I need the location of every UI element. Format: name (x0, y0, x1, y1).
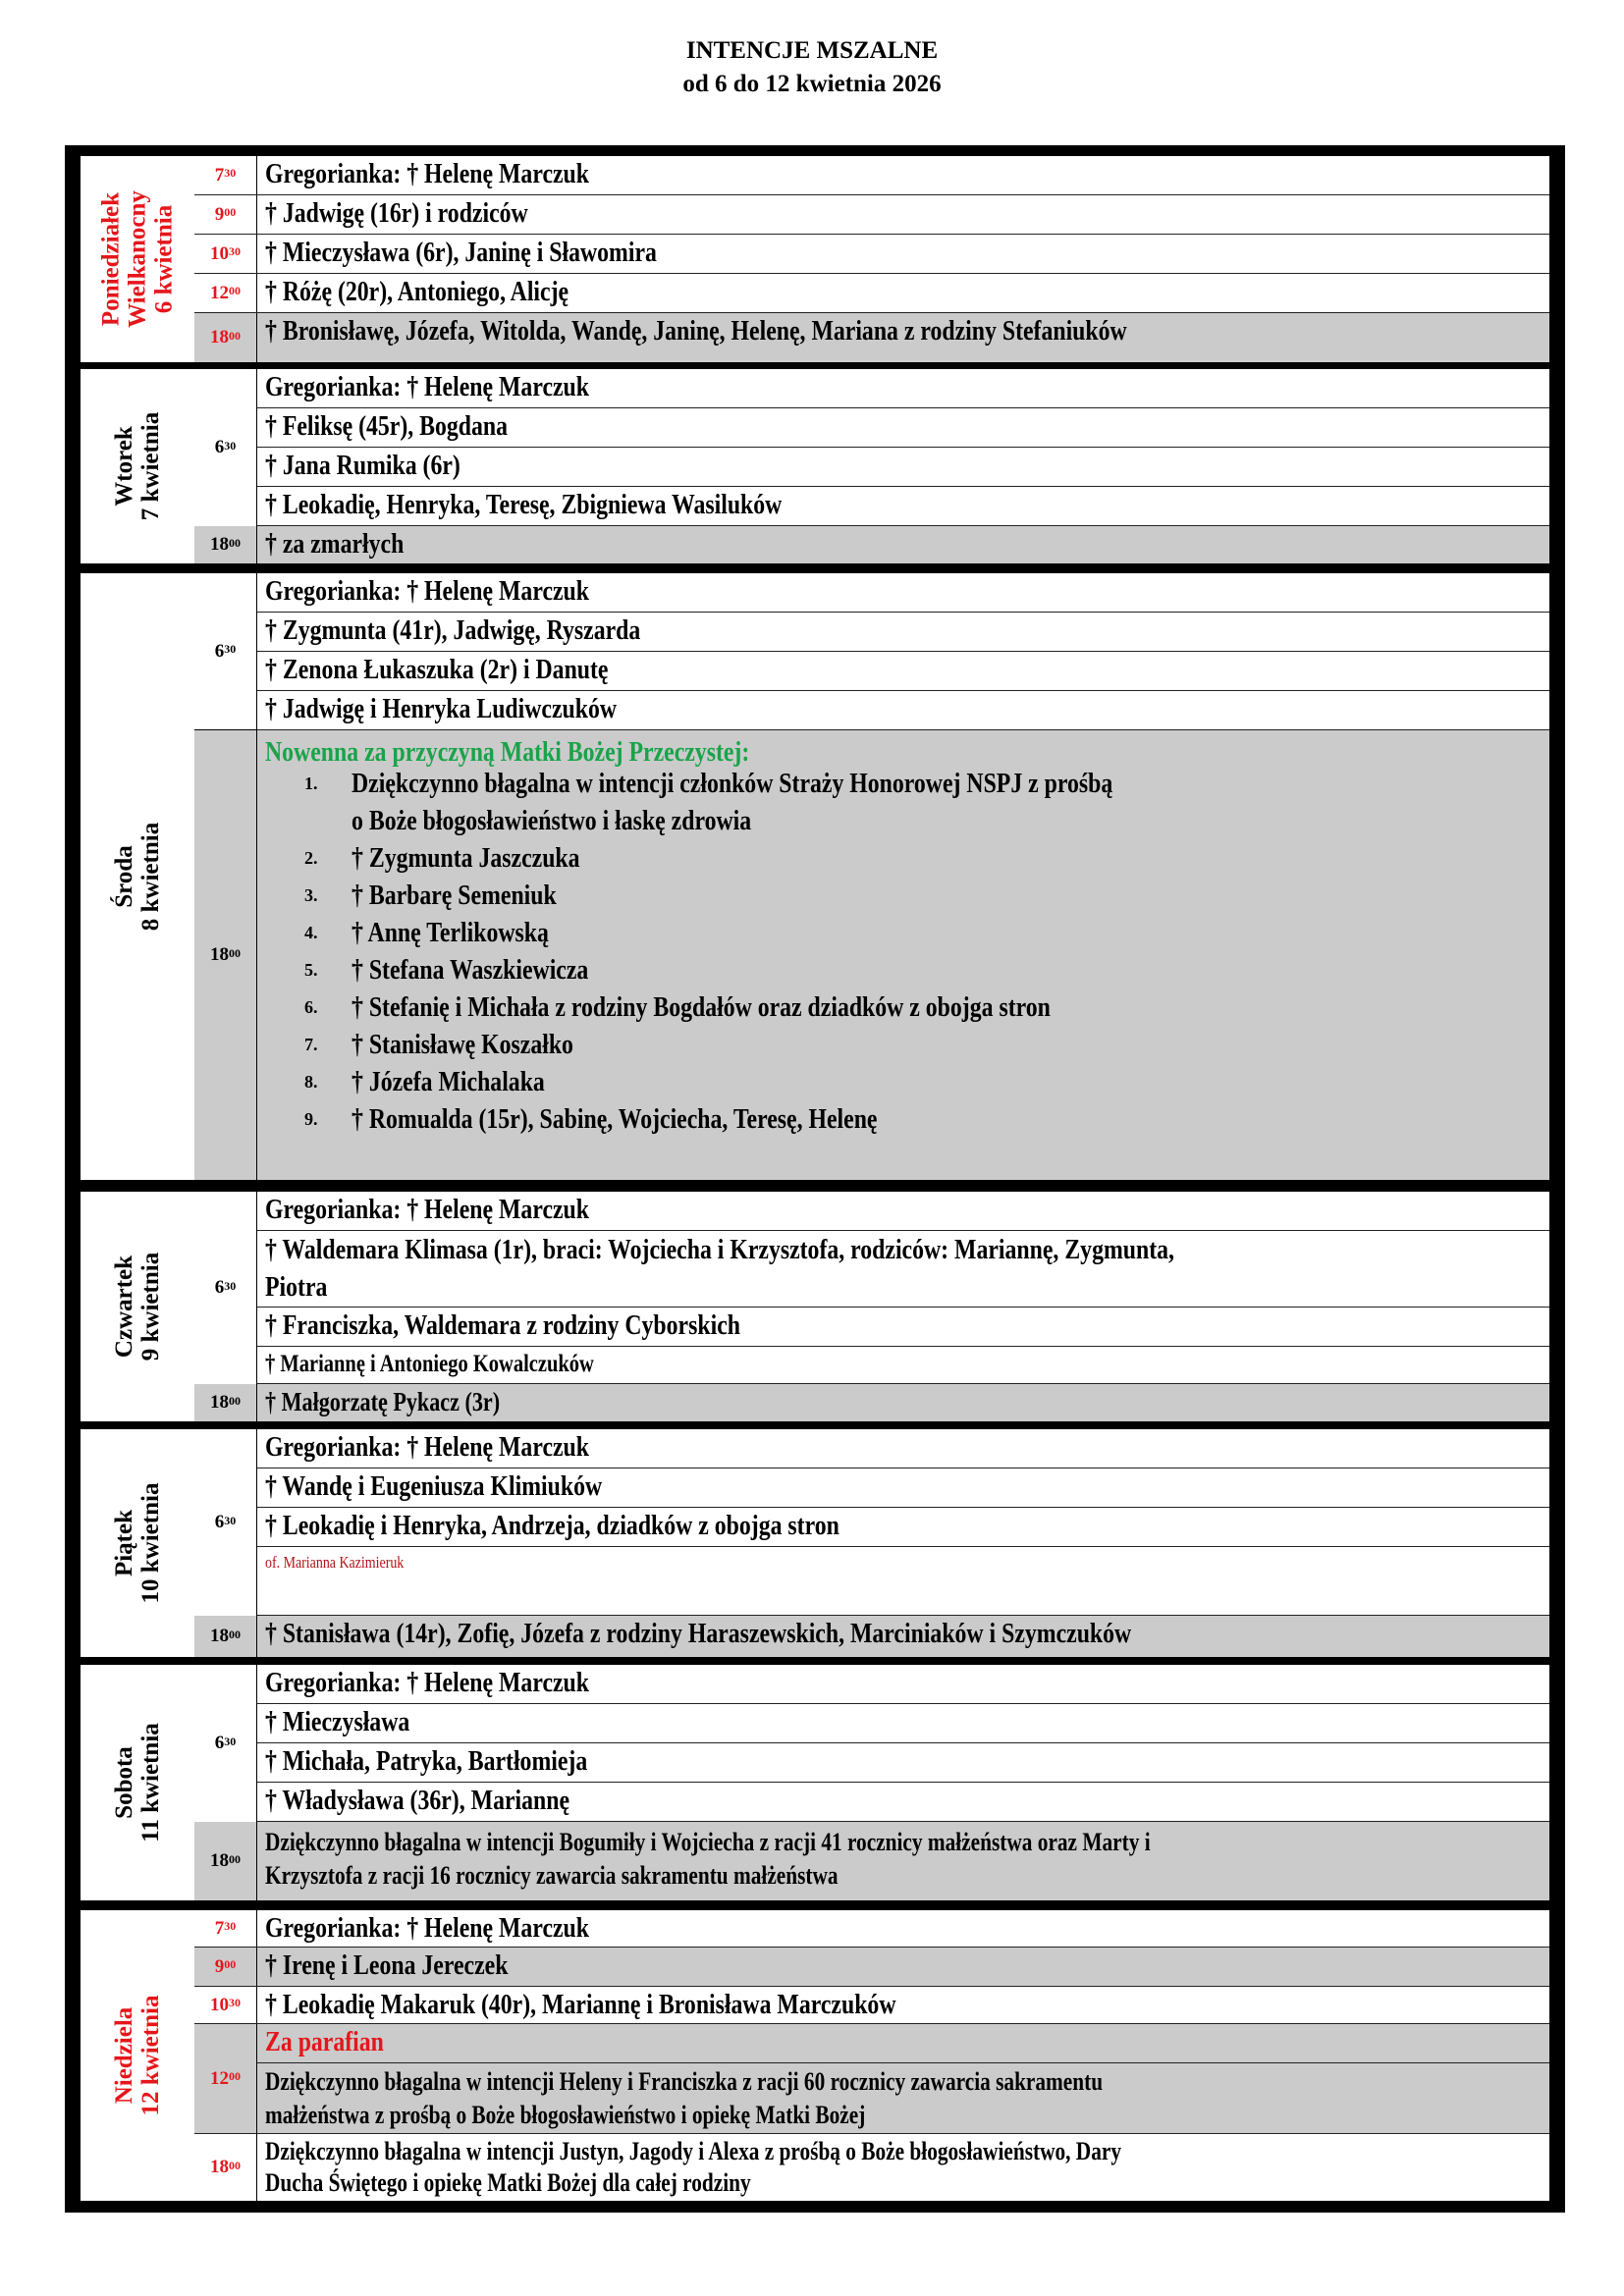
intention-text: Gregorianka: † Helenę Marczuk (257, 156, 1549, 194)
mass-time: 18 $^{00}$ (194, 1384, 257, 1421)
mass-row (194, 156, 1549, 195)
day-name: Niedziela (111, 2006, 137, 2105)
novena-number: 6. (304, 997, 318, 1017)
mass-time: 7 $^{30}$ (194, 156, 257, 194)
mass-time: 7 $^{30}$ (194, 1910, 257, 1947)
intention-text: † Mieczysława (6r), Janinę i Sławomira (257, 235, 1549, 273)
day-date: 8 kwietnia (137, 822, 164, 932)
day-date: 12 kwietnia (137, 1995, 164, 2116)
day-name: Czwartek (111, 1255, 137, 1359)
mass-row (257, 369, 1549, 408)
intention-text: † Małgorzatę Pykacz (3r) (257, 1384, 1549, 1421)
parish-intention: Za parafian (257, 2024, 1549, 2062)
mass-time: 18 $^{00}$ (194, 1822, 257, 1900)
mass-row (257, 1783, 1549, 1822)
intention-note: of. Marianna Kazimieruk (257, 1547, 1549, 1615)
mass-time: 9 $^{00}$ (194, 1948, 257, 1986)
intention-text: † Mieczysława (257, 1704, 1549, 1742)
day-label (81, 1910, 195, 2201)
mass-time: 18 $^{00}$ (194, 313, 257, 362)
day-label (81, 1429, 195, 1657)
novena-item: † Stanisławę Koszałko (352, 1029, 573, 1060)
novena-item: † Stefanię i Michała z rodziny Bogdałów oraz dziadków z obojga stron (352, 991, 1051, 1023)
day-label (81, 156, 195, 362)
day-date: 7 kwietnia (137, 411, 164, 521)
day-name-2: Wielkanocny (124, 190, 151, 328)
mass-row (194, 526, 1549, 563)
mass-time: 18 $^{00}$ (194, 730, 257, 1180)
mass-row (257, 1704, 1549, 1743)
novena-item: † Józefa Michalaka (352, 1066, 545, 1097)
day-block-friday (80, 1428, 1550, 1658)
mass-row (194, 274, 1549, 313)
mass-time: 6 $^{30}$ (194, 1665, 257, 1822)
mass-time: 12 $^{00}$ (194, 2024, 257, 2134)
mass-row (257, 1429, 1549, 1468)
novena-number: 8. (304, 1072, 318, 1092)
novena-number: 5. (304, 960, 318, 980)
intention-text: † Wandę i Eugeniusza Klimiuków (257, 1468, 1549, 1507)
day-name: Piątek (111, 1509, 137, 1577)
mass-row (194, 1987, 1549, 2024)
day-date: 6 kwietnia (150, 204, 178, 314)
mass-row (257, 2024, 1549, 2063)
day-date: 11 kwietnia (137, 1723, 164, 1842)
day-name: Wtorek (111, 426, 137, 507)
mass-row (194, 2134, 1549, 2201)
mass-row (257, 1547, 1549, 1616)
mass-time: 10 $^{30}$ (194, 1987, 257, 2023)
mass-time: 6 $^{30}$ (194, 1429, 257, 1616)
day-block-wednesday (80, 572, 1550, 1181)
mass-row (194, 195, 1549, 235)
novena-item: Dziękczynno błagalna w intencji członków Straży Honorowej NSPJ z prośbą (352, 768, 1113, 799)
intention-text: † Różę (20r), Antoniego, Alicję (257, 274, 1549, 312)
novena-item: † Annę Terlikowską (352, 917, 549, 948)
intention-text: † Franciszka, Waldemara z rodziny Cyborskich (257, 1308, 1549, 1346)
mass-time: 6 $^{30}$ (194, 369, 257, 526)
mass-row (257, 1192, 1549, 1231)
intention-text: † Michała, Patryka, Bartłomieja (257, 1743, 1549, 1782)
intention-text: † Leokadię i Henryka, Andrzeja, dziadków z obojga stron (257, 1508, 1549, 1546)
day-block-thursday (80, 1191, 1550, 1422)
intention-text: † Leokadię Makaruk (40r), Mariannę i Bronisława Marczuków (257, 1987, 1549, 2023)
day-block-tuesday (80, 368, 1550, 564)
mass-row (194, 1384, 1549, 1421)
mass-row (257, 448, 1549, 487)
novena-number: 4. (304, 923, 318, 942)
mass-time: 6 $^{30}$ (194, 573, 257, 730)
mass-row (257, 1231, 1549, 1308)
intention-text: † Bronisławę, Józefa, Witolda, Wandę, Janinę, Helenę, Mariana z rodziny Stefaniuków (257, 313, 1549, 362)
day-label (81, 1192, 195, 1421)
intention-text: Gregorianka: † Helenę Marczuk (257, 1429, 1549, 1468)
intention-text: † Jana Rumika (6r) (257, 448, 1549, 486)
mass-row (194, 1910, 1549, 1948)
day-block-sunday (80, 1909, 1550, 2202)
mass-time: 18 $^{00}$ (194, 1616, 257, 1657)
mass-row (194, 313, 1549, 362)
mass-row (257, 1743, 1549, 1783)
novena-item: † Romualda (15r), Sabinę, Wojciecha, Teresę, Helenę (352, 1103, 878, 1135)
mass-time: 6 $^{30}$ (194, 1192, 257, 1384)
mass-row (257, 1665, 1549, 1704)
novena-title: Nowenna za przyczyną Matki Bożej Przeczystej: (265, 736, 750, 768)
mass-row (194, 1616, 1549, 1657)
day-name: Sobota (111, 1746, 137, 1819)
day-label (81, 1665, 195, 1900)
novena-number: 3. (304, 885, 318, 905)
intention-text: † Mariannę i Antoniego Kowalczuków (257, 1347, 1549, 1383)
day-name: Poniedziałek (97, 191, 125, 327)
novena-number: 7. (304, 1035, 318, 1054)
mass-row (257, 408, 1549, 448)
day-name: Środa (111, 845, 137, 908)
intention-text: Gregorianka: † Helenę Marczuk (257, 573, 1549, 612)
intention-text: Dziękczynno błagalna w intencji Heleny i Franciszka z racji 60 rocznicy zawarcia sakramentu małżeństwa z prośbą o Boże błogosławieństwo i opiekę Matki Bożej (257, 2063, 1549, 2133)
intention-text: Dziękczynno błagalna w intencji Bogumiły i Wojciecha z racji 41 rocznicy małżeństwa oraz Marty i Krzysztofa z racji 16 rocznicy zawarcia sakramentu małżeństwa (257, 1822, 1549, 1900)
intention-text: † Jadwigę (16r) i rodziców (257, 195, 1549, 234)
novena-list (257, 730, 1549, 1180)
day-label (81, 573, 195, 1180)
mass-row (257, 2063, 1549, 2134)
mass-time: 18 $^{00}$ (194, 526, 257, 563)
intention-text: † za zmarłych (257, 526, 1549, 563)
novena-item: † Zygmunta Jaszczuka (352, 842, 580, 874)
mass-time: 12 $^{00}$ (194, 274, 257, 312)
novena-number: 2. (304, 848, 318, 868)
day-date: 10 kwietnia (137, 1482, 164, 1604)
mass-row (194, 1948, 1549, 1987)
mass-row (257, 573, 1549, 613)
page-subtitle: od 6 do 12 kwietnia 2026 (682, 71, 942, 97)
mass-row (257, 1508, 1549, 1547)
mass-row (257, 1308, 1549, 1347)
mass-row (257, 691, 1549, 730)
intention-text: Dziękczynno błagalna w intencji Justyn, Jagody i Alexa z prośbą o Boże błogosławieństwo, Dary Ducha Świętego i opiekę Matki Bożej dla całej rodziny (257, 2134, 1549, 2201)
intention-text: † Zenona Łukaszuka (2r) i Danutę (257, 652, 1549, 690)
intention-text: Gregorianka: † Helenę Marczuk (257, 1910, 1549, 1947)
schedule-table (65, 145, 1565, 2213)
day-date: 9 kwietnia (137, 1252, 164, 1362)
intention-text: † Waldemara Klimasa (1r), braci: Wojciecha i Krzysztofa, rodziców: Mariannę, Zygmunta, Piotra (257, 1231, 1549, 1307)
novena-item: † Barbarę Semeniuk (352, 880, 557, 911)
mass-row (257, 1468, 1549, 1508)
novena-number: 9. (304, 1109, 318, 1129)
mass-row (257, 652, 1549, 691)
mass-time: 18 $^{00}$ (194, 2134, 257, 2201)
intention-text: † Leokadię, Henryka, Teresę, Zbigniewa Wasiluków (257, 487, 1549, 525)
mass-row (257, 1347, 1549, 1384)
mass-time: 10 $^{30}$ (194, 235, 257, 273)
novena-number: 1. (304, 774, 318, 793)
day-block-saturday (80, 1664, 1550, 1901)
intention-text: † Feliksę (45r), Bogdana (257, 408, 1549, 447)
mass-time: 9 $^{00}$ (194, 195, 257, 234)
mass-row (194, 235, 1549, 274)
day-label (81, 369, 195, 563)
intention-text: † Stanisława (14r), Zofię, Józefa z rodziny Haraszewskich, Marciniaków i Szymczuków (257, 1616, 1549, 1657)
intention-text: Gregorianka: † Helenę Marczuk (257, 1192, 1549, 1230)
mass-row (257, 613, 1549, 652)
page-title: INTENCJE MSZALNE (685, 37, 939, 64)
intention-text: † Władysława (36r), Mariannę (257, 1783, 1549, 1821)
intention-text: Gregorianka: † Helenę Marczuk (257, 1665, 1549, 1703)
intention-text: † Jadwigę i Henryka Ludiwczuków (257, 691, 1549, 729)
intention-text: Gregorianka: † Helenę Marczuk (257, 369, 1549, 407)
novena-item-continued: o Boże błogosławieństwo i łaskę zdrowia (352, 805, 752, 836)
day-block-monday (80, 155, 1550, 363)
intention-text: † Irenę i Leona Jereczek (257, 1948, 1549, 1986)
novena-item: † Stefana Waszkiewicza (352, 954, 589, 986)
mass-row (194, 1822, 1549, 1900)
mass-row (257, 487, 1549, 526)
intention-text: † Zygmunta (41r), Jadwigę, Ryszarda (257, 613, 1549, 651)
